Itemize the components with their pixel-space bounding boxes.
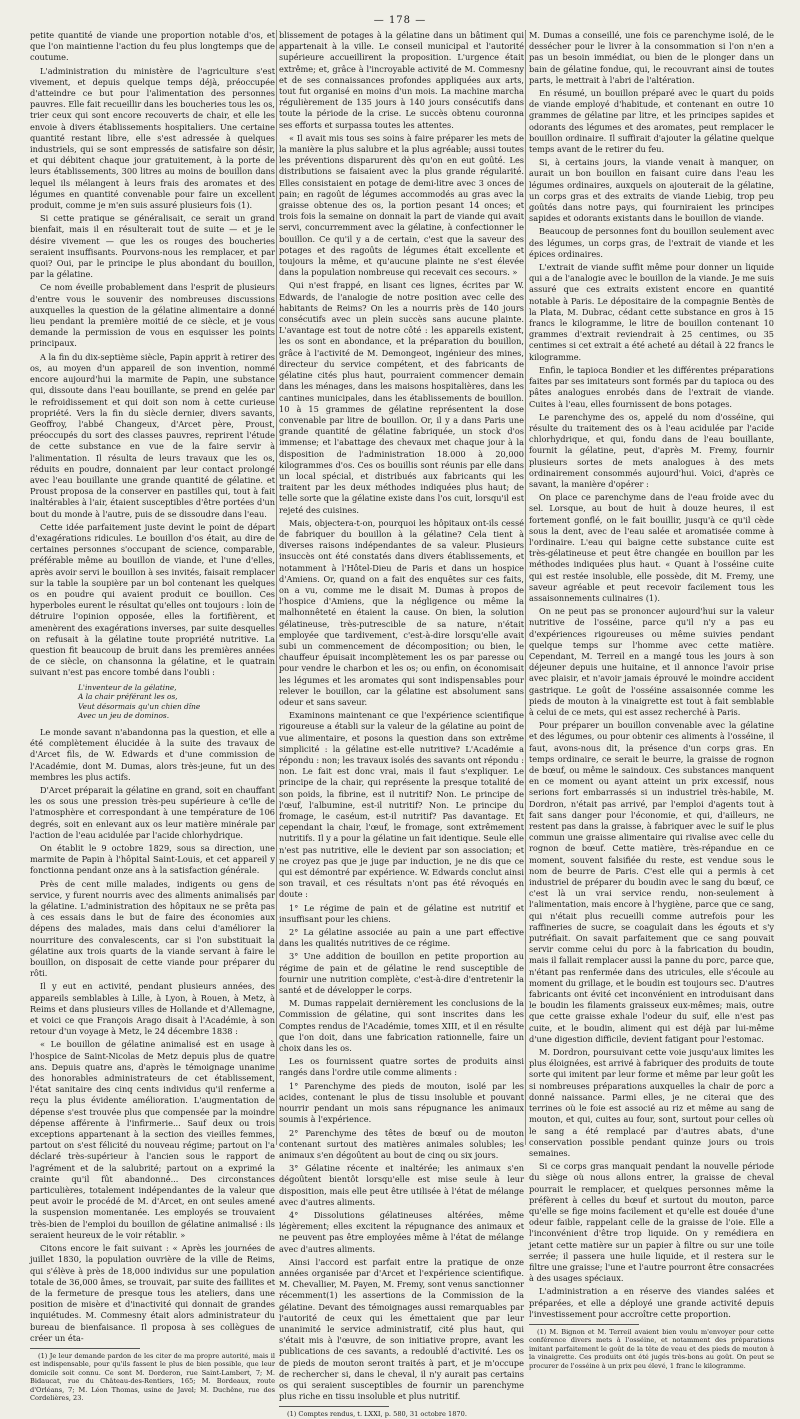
paragraph: On établit le 9 octobre 1829, sous sa direction, une marmite de Papin à l'hôpital Saint-Louis, et cet appareil y fonctionna pendant onze ans à la satisfaction générale. — [30, 842, 275, 876]
paragraph: Il y eut en activité, pendant plusieurs années, des appareils semblables à Lille, à Lyon, à Rouen, à Metz, à Reims et dans plusieurs villes de Hollande et d'Allemagne, et voici ce que François Arago disait à l'Académie, à son retour d'un voyage à Metz, le 24 décembre 1838 : — [30, 981, 275, 1037]
paragraph: L'administration du ministère de l'agriculture s'est vivement, et depuis quelque temps déjà, préoccupée d'atteindre ce but pour l'alimentation des personnes pauvres. Elle fait recueillir dans les boucheries tous les os, trier ceux qui sont encore recouverts de chair, et elle les envoie à divers établissements hospitaliers. Une certaine quantité restant libre, elle s'est adressée à quelques industriels, qui se sont empressés de satisfaire son désir, et qui débitent chaque jour gratuitement, à la porte de leurs établissements, 300 litres au moins de bouillon dans lequel ils mélangent à leurs frais des aromates et des légumes en quantité convenable pour faire un excellent produit, comme je m'en suis assuré plusieurs fois (1). — [30, 65, 275, 211]
paragraph: Ainsi l'accord est parfait entre la pratique de onze années organisée par d'Arcet et l'expérience scientifique. M. Chevallier, M. Payen, M. Fremy, sont venus sanctionner récemment(1) les assertions de la Commission de la gélatine. Devant des témoignages aussi remarquables par l'autorité de ceux qui les émettaient que par leur unanimité le service administratif, cité plus haut, qui s'était mis à l'œuvre, de son initiative propre, avant les publications de ces savants, a redoublé d'activité. Les os de pieds de mouton seront traités à part, et je m'occupe de rechercher si, dans le cheval, il n'y aurait pas certains os qui seraient susceptibles de fournir un parenchyme plus riche en tissu insoluble et plus nutritif. — [279, 1256, 524, 1402]
column-3 — [529, 30, 774, 1370]
verse-line: L'inventeur de la gélatine, — [78, 682, 177, 692]
paragraph: Si, à certains jours, la viande venait à manquer, on aurait un bon bouillon en faisant cuire dans l'eau les légumes ordinaires, auxquels on ajouterait de la gélatine, un corps gras et des extraits de viande Liebig, trop peu goûtés dans notre pays, qui fourniraient les principes sapides et odorants existants dans le bouillon de viande. — [529, 157, 774, 224]
column-rule — [276, 30, 277, 1145]
footnote — [529, 1328, 774, 1370]
paragraph: Si ce corps gras manquait pendant la nouvelle période du siège où nous allons entrer, la graisse de cheval pourrait le remplacer, et quelques personnes même la préfèrent à celles du bœuf et surtout du mouton, parce qu'elle se fige moins facilement et qu'elle est douée d'une odeur faible, rappelant celle de la graisse de l'oie. Elle a l'inconvénient d'être trop liquide. On y remédiera en jetant cette matière sur un papier à filtre ou sur une toile serrée; il passera une huile liquide, et il restera sur le filtre une graisse; l'une et l'autre pourront être consacrées à des usages spéciaux. — [529, 1161, 774, 1284]
paragraph: Le parenchyme des os, appelé du nom d'osséine, qui résulte du traitement des os à l'eau acidulée par l'acide chlorhydrique, et qui, fondu dans de l'eau bouillante, fournit la gélatine, peut, d'après M. Fremy, fournir plusieurs sortes de mets analogues à des mets ordinairement consommés aujourd'hui. Voici, d'après ce savant, la manière d'opérer : — [529, 411, 774, 489]
verse-line: A la chair préférant les os, — [78, 692, 178, 702]
paragraph: 4° Dissolutions gélatineuses altérées, même légèrement; elles excitent la répugnance des animaux et ne peuvent pas être employées même à l'état de mélange avec d'autres aliments. — [279, 1209, 524, 1254]
paragraph: Cette idée parfaitement juste devint le point de départ d'exagérations ridicules. Le bouillon d'os était, au dire de certaines personnes s'occupant de science, comparable, préférable même au bouillon de viande, et l'une d'elles, après avoir servi le bouillon à ses invités, faisait remplacer sur la table la soupière par un bol contenant les quelques os en poudre qui avaient produit ce bouillon. Ces hyperboles eurent le résultat qu'elles ont toujours : loin de détruire l'opinion opposée, elles la fortifièrent, et amenèrent des exagérations inverses, par suite desquelles on refusait à la gélatine toute propriété nutritive. La question fit beaucoup de bruit dans les premières années de ce siècle, on chansonna la gélatine, et le quatrain suivant n'est pas encore tombé dans l'oubli : — [30, 521, 275, 678]
paragraph: Pour préparer un bouillon convenable avec la gélatine et des légumes, ou pour obtenir ces aliments à l'osséine, il faut, avons-nous dit, la présence d'un corps gras. En temps ordinaire, ce serait le beurre, la graisse de rognon de bœuf, ou même le saindoux. Ces substances manquent en ce moment ou ayant atteint un prix excessif, nous serions fort embarrassés si un industriel très-habile, M. Dordron, n'était pas arrivé, par l'emploi d'agents tout à fait sans danger pour l'économie, et qui, d'ailleurs, ne restent pas dans la graisse, à fabriquer avec le suif le plus commun une graisse alimentaire qui rivalise avec celle du rognon de bœuf. Cette matière, très-répandue en ce moment, souvent falsifiée du reste, est vendue sous le nom de beurre de Paris. C'est elle qui a permis à cet industriel de préparer du boudin avec le sang du bœuf, ce c'est là un vrai service rendu, non-seulement à l'alimentation, mais encore à l'hygiène, parce que ce sang, qui n'était plus recueilli comme autrefois pour les raffineries de sucre, se coagulait dans les égouts et s'y putréfiait. On savait parfaitement que ce sang pouvait servir comme celui du porc à la fabrication du boudin, mais il fallait remplacer aussi la panne du porc, parce que, n'étant pas renfermée dans des utricules, elle s'écoule au moment du grillage, et le boudin est toujours sec. D'autres fabricants ont évité cet inconvénient en introduisant dans le boudin les filaments graisseux eux-mêmes; mais, outre que cette graisse exhale l'odeur du suif, elle n'est pas cuite, et le boudin, aliment qui est déjà par lui-même d'une digestion difficile, devient fatigant pour l'estomac. — [529, 720, 774, 1044]
paragraph: M. Dumas a conseillé, une fois ce parenchyme isolé, de le dessécher pour le livrer à la consommation si l'on n'en a pas un besoin immédiat, ou bien de le plonger dans un bain de gélatine fondue, qui, le recouvrant ainsi de toutes parts, le mettrait à l'abri de l'altération. — [529, 30, 774, 85]
column-rule — [525, 30, 526, 1145]
verse-quatrain — [30, 683, 275, 721]
paragraph: Qui n'est frappé, en lisant ces lignes, écrites par W. Edwards, de l'analogie de notre position avec celle des habitants de Reims? On les a nourris près de 140 jours consécutifs avec un plein succès sans aucune plainte. L'avantage est tout de notre côté : les appareils existent, les os sont en abondance, et la préparation du bouillon, grâce à l'activité de M. Demongeot, ingénieur des mines, directeur du service compétent, et des fabricants de gélatine cités plus haut, pourraient commencer demain dans les ménages, dans les maisons hospitalières, dans les cantines municipales, dans les établissements de bouillon. 10 à 15 grammes de gélatine représentent la dose convenable par litre de bouillon. Or, il y a dans Paris une grande quantité de gélatine fabriquée, un stock d'os immense; et l'abattage des chevaux met chaque jour à la disposition de l'administration 18.000 à 20,000 kilogrammes d'os. Ces os bouillis sont réunis par elle dans un local spécial, et distribués aux fabricants qui les traitent par les deux méthodes indiquées plus haut; de telle sorte que la gélatine existe dans l'os cuit, lorsqu'il est rejeté des cuisines. — [279, 280, 524, 515]
paragraph: Citons encore le fait suivant : « Après les journées de juillet 1830, la population ouvrière de la ville de Reims, qui s'élève à près de 18,000 individus sur une population totale de 36,000 âmes, se trouvait, par suite des faillites et de la fermeture de presque tous les ateliers, dans une position de misère et d'inactivité qui donnait de grandes inquiétudes. M. Commesny était alors administrateur du bureau de bienfaisance. Il proposa à ses collègues de créer un éta- — [30, 1243, 275, 1343]
paragraph: Beaucoup de personnes font du bouillon seulement avec des légumes, un corps gras, de l'extrait de viande et les épices ordinaires. — [529, 226, 774, 259]
footnote — [279, 1410, 524, 1418]
footnote-text: (1) Comptes rendus, t. LXXI, p. 580, 31 octobre 1870. — [287, 1410, 467, 1419]
paragraph: 1° Le régime de pain et de gélatine est nutritif et insuffisant pour les chiens. — [279, 902, 524, 924]
paragraph: Examinons maintenant ce que l'expérience scientifique rigoureuse a établi sur la valeur de la gélatine au point de vue alimentaire, et posons la question dans son extrême simplicité : la gélatine est-elle nutritive? L'Académie a répondu : non; les travaux isolés des savants ont répondu : non. Le fait est donc vrai, mais il faut s'expliquer. Le principe de la chair, qui représente la presque totalité de son poids, la fibrine, est il nutritif? Non. Le principe de l'œuf, l'albumine, est-il nutritif? Non. Le principe du fromage, le caséum, est-il nutritif? Pas davantage. Et cependant la chair, l'œuf, le fromage, sont extrêmement nutritifs. Il y a pour la gélatine un fait identique. Seule elle n'est pas nutritive, elle le devient par son association; et ne croyez pas que je juge par induction, je ne dis que ce qui est démontré par expérience. W. Edwards conclut ainsi son travail, et ces résultats n'ont pas été révoqués en doute : — [279, 710, 524, 900]
paragraph: M. Dordron, poursuivant cette voie jusqu'aux limites les plus éloignées, est arrivé à fabriquer des produits de toute sorte qui imitent par leur forme et même par leur goût les si nombreuses préparations auxquelles la chair de porc a donné naissance. Parmi elles, je ne citerai que des terrines où le foie est associé au riz et même au sang de mouton, et qui, cuites au four, sont, surtout pour celles où le sang a été remplacé par d'autres abats, d'une conservation possible pendant quinze jours ou trois semaines. — [529, 1047, 774, 1158]
paragraph: En résumé, un bouillon préparé avec le quart du poids de viande employé d'habitude, et contenant en outre 10 grammes de gélatine par litre, et les principes sapides et odorants des légumes et des aromates, peut remplacer le bouillon ordinaire. Il suffirait d'ajouter la gélatine quelque temps avant de le retirer du feu. — [529, 88, 774, 155]
verse-line: Avec un jeu de dominos. — [78, 711, 170, 721]
paragraph: A la fin du dix-septième siècle, Papin apprit à retirer des os, au moyen d'un appareil de son invention, nommé encore aujourd'hui la marmite de Papin, une substance qui, dissoute dans l'eau bouillante, se prend en gelée par le refroidissement et qui doit son nom à cette curieuse propriété. Vers la fin du siècle dernier, divers savants, Geoffroy, l'abbé Changeux, d'Arcet père, Proust, préoccupés du sort des classes pauvres, reprirent l'étude de cette substance en vue de la faire servir à l'alimentation. Il résulta de leurs travaux que les os, réduits en poudre, donnaient par leur contact prolongé avec l'eau bouillante une grande quantité de gélatine. et Proust proposa de la conserver en pastilles qui, tout à fait inaltérables à l'air, étaient susceptibles d'être portées d'un bout du monde à l'autre, puis de se dissoudre dans l'eau. — [30, 351, 275, 519]
page-number: — 178 — — [373, 15, 427, 26]
paragraph: Si cette pratique se généralisait, ce serait un grand bienfait, mais il en résulterait tout de suite — et je le désire vivement — que les os rouges des boucheries seraient insuffisants. Pourvons-nous les remplacer, et par quoi? Oui, par le principe le plus abondant du bouillon, par la gélatine. — [30, 213, 275, 280]
paragraph: 3° Gélatine récente et inaltérée; les animaux s'en dégoûtent bientôt lorsqu'elle est mise seule à leur disposition, mais elle peut être utilisée à l'état de mélange avec d'autres aliments. — [279, 1163, 524, 1207]
paragraph: D'Arcet préparait la gélatine en grand, soit en chauffant les os sous une pression très-peu supérieure à ce'lle de l'atmosphère et correspondant à une température de 106 degrés, soit en enlevant aux os leur matière minérale par l'action de l'eau acidulée par l'acide chlorhydrique. — [30, 784, 275, 840]
paragraph: M. Dumas rappelait dernièrement les conclusions de la Commission de gélatine, qui sont inscrites dans les Comptes rendus de l'Académie, tomes XIII, et il en résulte que l'on doit, dans une fabrication rationnelle, faire un choix dans les os. — [279, 998, 524, 1054]
paragraph: « Il avait mis tous ses soins à faire préparer les mets de la manière la plus salubre et la plus agréable; aussi toutes les préventions disparurent dès qu'on en eut goûté. Les distributions se faisaient avec la plus grande régularité. Elles consistaient en potage de demi-litre avec 3 onces de pain; en ragoût de légumes accommodés au gras avec la graisse obtenue des os, la portion pesant 14 onces; et trois fois la semaine on donnait la part de viande qui avait servi, concurremment avec la gélatine, à confectionner le bouillon. Ce qu'il y a de certain, c'est que la saveur des potages et des ragoûts de légumes était excellente et toujours la même, et qu'aucune plainte ne s'est élevée dans la population nombreuse qui recevait ces secours. » — [279, 132, 524, 278]
paragraph: Enfin, le tapioca Bondier et les différentes préparations faites par ses imitateurs sont formés par du tapioca ou des pâtes analogues enrobés dans de l'extrait de viande. Cuites à l'eau, elles fournissent de bons potages. — [529, 364, 774, 409]
paragraph: Près de cent mille malades, indigents ou gens de service, y furent nourris avec des aliments animalisés par la gélatine. L'administration des hôpitaux ne se prêta pas à ces essais dans le but de faire des économies aux dépens des malades, mais dans celui d'améliorer la nourriture des convalescents, car si l'on substituait la gélatine aux trois quarts de la viande servant à faire le bouillon, on disposait de cette viande pour préparer du rôti. — [30, 878, 275, 979]
paragraph: 1° Parenchyme des pieds de mouton, isolé par les acides, contenant le plus de tissu insoluble et pouvant nourrir pendant un mois sans répugnance les animaux soumis à l'expérience. — [279, 1080, 524, 1125]
verse-line: Veut désormais qu'un chien dîne — [78, 701, 201, 711]
paragraph: Mais, objectera-t-on, pourquoi les hôpitaux ont-ils cessé de fabriquer du bouillon à la gélatine? Cela tient à diverses raisons indépendantes de sa valeur. Plusieurs insuccès ont été constatés dans divers établissements, et notamment à l'Hôtel-Dieu de Paris et dans un hospice d'Amiens. Or, quand on a fait des enquêtes sur ces faits, on a vu, comme me le disait M. Dumas à propos de l'hospice d'Amiens, que la négligence ou même la malhonnêteté en étaient la cause. On bien, la solution gélatineuse, très-putrescible de sa nature, n'était employée que tardivement, c'est-à-dire lorsqu'elle avait subi un commencement de décomposition; ou bien, le chauffeur épuisait incomplètement les os par paresse ou pour vendre le charbon et les os; ou enfin, on économisait les légumes et les aromates qui sont indispensables pour relever le bouillon, car la gélatine est absolument sans odeur et sans saveur. — [279, 517, 524, 707]
paragraph: 3° Une addition de bouillon en petite proportion au régime de pain et de gélatine le rend susceptible de fournir une nutrition complète, c'est-à-dire d'entretenir la santé et de développer le corps. — [279, 951, 524, 996]
footnote-text: (1) M. Bignon et M. Terreil avaient bien voulu m'envoyer pour cette conférence divers mets à l'osséine, et notamment des préparations imitant parfaitement le goût de la tête de veau et des pieds de mouton à la vinaigrette. Ces produits ont été jugés très-bons au goût. On peut se procurer de l'osséine à un prix peu élevé, 1 franc le kilogramme. — [529, 1327, 774, 1370]
footnote-rule — [279, 1406, 389, 1407]
footnote-rule — [30, 1348, 140, 1349]
paragraph: On place ce parenchyme dans de l'eau froide avec du sel. Lorsque, au bout de huit à douze heures, il est fortement gonflé, on le fait bouillir, jusqu'à ce qu'il cède sous la dent, avec de l'eau salée et aromatisée comme à l'ordinaire. L'eau qui baigne cette substance cuite est très-gélatineuse et peut être changée en bouillon par les méthodes indiquées plus haut. « Quant à l'osséine cuite qui est restée insoluble, elle possède, dit M. Fremy, une saveur agréable et peut recevoir facilement tous les assaisonnements culinaires (1). — [529, 492, 774, 603]
footnote-rule — [529, 1324, 639, 1325]
column-1 — [30, 30, 275, 1402]
paragraph: Les os fournissent quatre sortes de produits ainsi rangés dans l'ordre utile comme aliments : — [279, 1056, 524, 1078]
paragraph: 2° La gélatine associée au pain a une part effective dans les qualités nutritives de ce régime. — [279, 927, 524, 949]
paragraph: On ne peut pas se prononcer aujourd'hui sur la valeur nutritive de l'osséine, parce qu'il n'y a pas eu d'expériences rigoureuses ou même suivies pendant quelque temps sur l'homme avec cette matière. Cependant, M. Terreil en a mangé tous les jours à son déjeuner depuis une huitaine, et il annonce l'avoir prise avec plaisir, et n'avoir jamais éprouvé le moindre accident gastrique. Le goût de l'osséine assaisonnée comme les pieds de mouton à la vinaigrette est tout à fait semblable à celui de ce mets, qui est assez recherché à Paris. — [529, 606, 774, 717]
paragraph: 2° Parenchyme des têtes de bœuf ou de mouton contenant surtout des matières animales solubles; les animaux s'en dégoûtent au bout de cinq ou six jours. — [279, 1127, 524, 1160]
paragraph: L'extrait de viande suffit même pour donner un liquide qui a de l'analogie avec le bouillon de la viande. Je me suis assuré que ces extraits existent encore en quantité notable à Paris. Le dépositaire de la compagnie Bentès de la Plata, M. Dubrac, cédant cette substance en gros à 15 francs le kilogramme, le litre de bouillon contenant 10 grammes d'extrait reviendrait à 25 centimes, ou 35 centimes si cet extrait a été acheté au détail à 22 francs le kilogramme. — [529, 262, 774, 362]
paragraph: « Le bouillon de gélatine animalisé est en usage à l'hospice de Saint-Nicolas de Metz depuis plus de quatre ans. Depuis quatre ans, d'après le témoignage unanime des honorables administrateurs de cet établissement, l'état sanitaire des cinq cents individus qu'il renferme a reçu la plus évidente amélioration. L'augmentation de dépense s'est trouvée plus que compensée par la moindre dépense afférente à l'infirmerie... Sauf deux ou trois exceptions appartenant à la section des vieilles femmes, partout on s'est félicité du nouveau régime; partout on l'a déclaré très-supérieur à l'ancien sous le rapport de l'agrément et de la salubrité; partout on a exprimé la crainte qu'il fût abandonné... Des circonstances particulières, totalement indépendantes de la valeur que peut avoir le procédé de M. d'Arcet, en ont seules amené la suspension momentanée. Les employés se trouvaient très-bien de l'emploi du bouillon de gélatine animalisé : ils seraient heureux de le voir rétablir. » — [30, 1039, 275, 1240]
paragraph: blissement de potages à la gélatine dans un bâtiment qui appartenait à la ville. Le conseil municipal et l'autorité supérieure accueillirent la proposition. L'urgence était extrême; et, grâce à l'incroyable activité de M. Commesny et de ses connaissances profondes appliquées aux arts, tout fut organisé en moins d'un mois. La machine marcha régulièrement de 135 jours à 140 jours consécutifs dans toute la période de la crise. Le succès obtenu couronna ses efforts et surpassa toutes les attentes. — [279, 30, 524, 130]
footnote-text: (1) Je leur demande pardon de les citer de ma propre autorité, mais il est indispensable, pour qu'ils fassent le plus de bien possible, que leur domicile soit connu. Ce sont M. Dorderon, rue Saint-Lambert, 7; M. Bidaucat, rue du Château-des-Rentiers, 165; M. Bordeaux, route d'Orléans, 7; M. Léon Thomas, usine de Javel; M. Duchêne, rue des Cordelières, 23. — [30, 1351, 275, 1402]
column-2 — [279, 30, 524, 1419]
paragraph: petite quantité de viande une proportion notable d'os, et que l'on maintienne l'action du feu plus longtemps que de coutume. — [30, 30, 275, 63]
footnote — [30, 1352, 275, 1402]
paragraph: Le monde savant n'abandonna pas la question, et elle a été complètement élucidée à la suite des travaux de d'Arcet fils, de W. Edwards et d'une commission de l'Académie, dont M. Dumas, alors très-jeune, fut un des membres les plus actifs. — [30, 726, 275, 782]
paragraph: L'administration a en réserve des viandes salées et préparées, et elle a déployé une grande activité depuis l'investissement pour accroître cette proportion. — [529, 1286, 774, 1319]
paragraph: Ce nom éveille probablement dans l'esprit de plusieurs d'entre vous le souvenir des nombreuses discussions auxquelles la question de la gélatine alimentaire a donné lieu pendant la première moitié de ce siècle, et je vous demande la permission de vous en esquisser les points principaux. — [30, 282, 275, 349]
